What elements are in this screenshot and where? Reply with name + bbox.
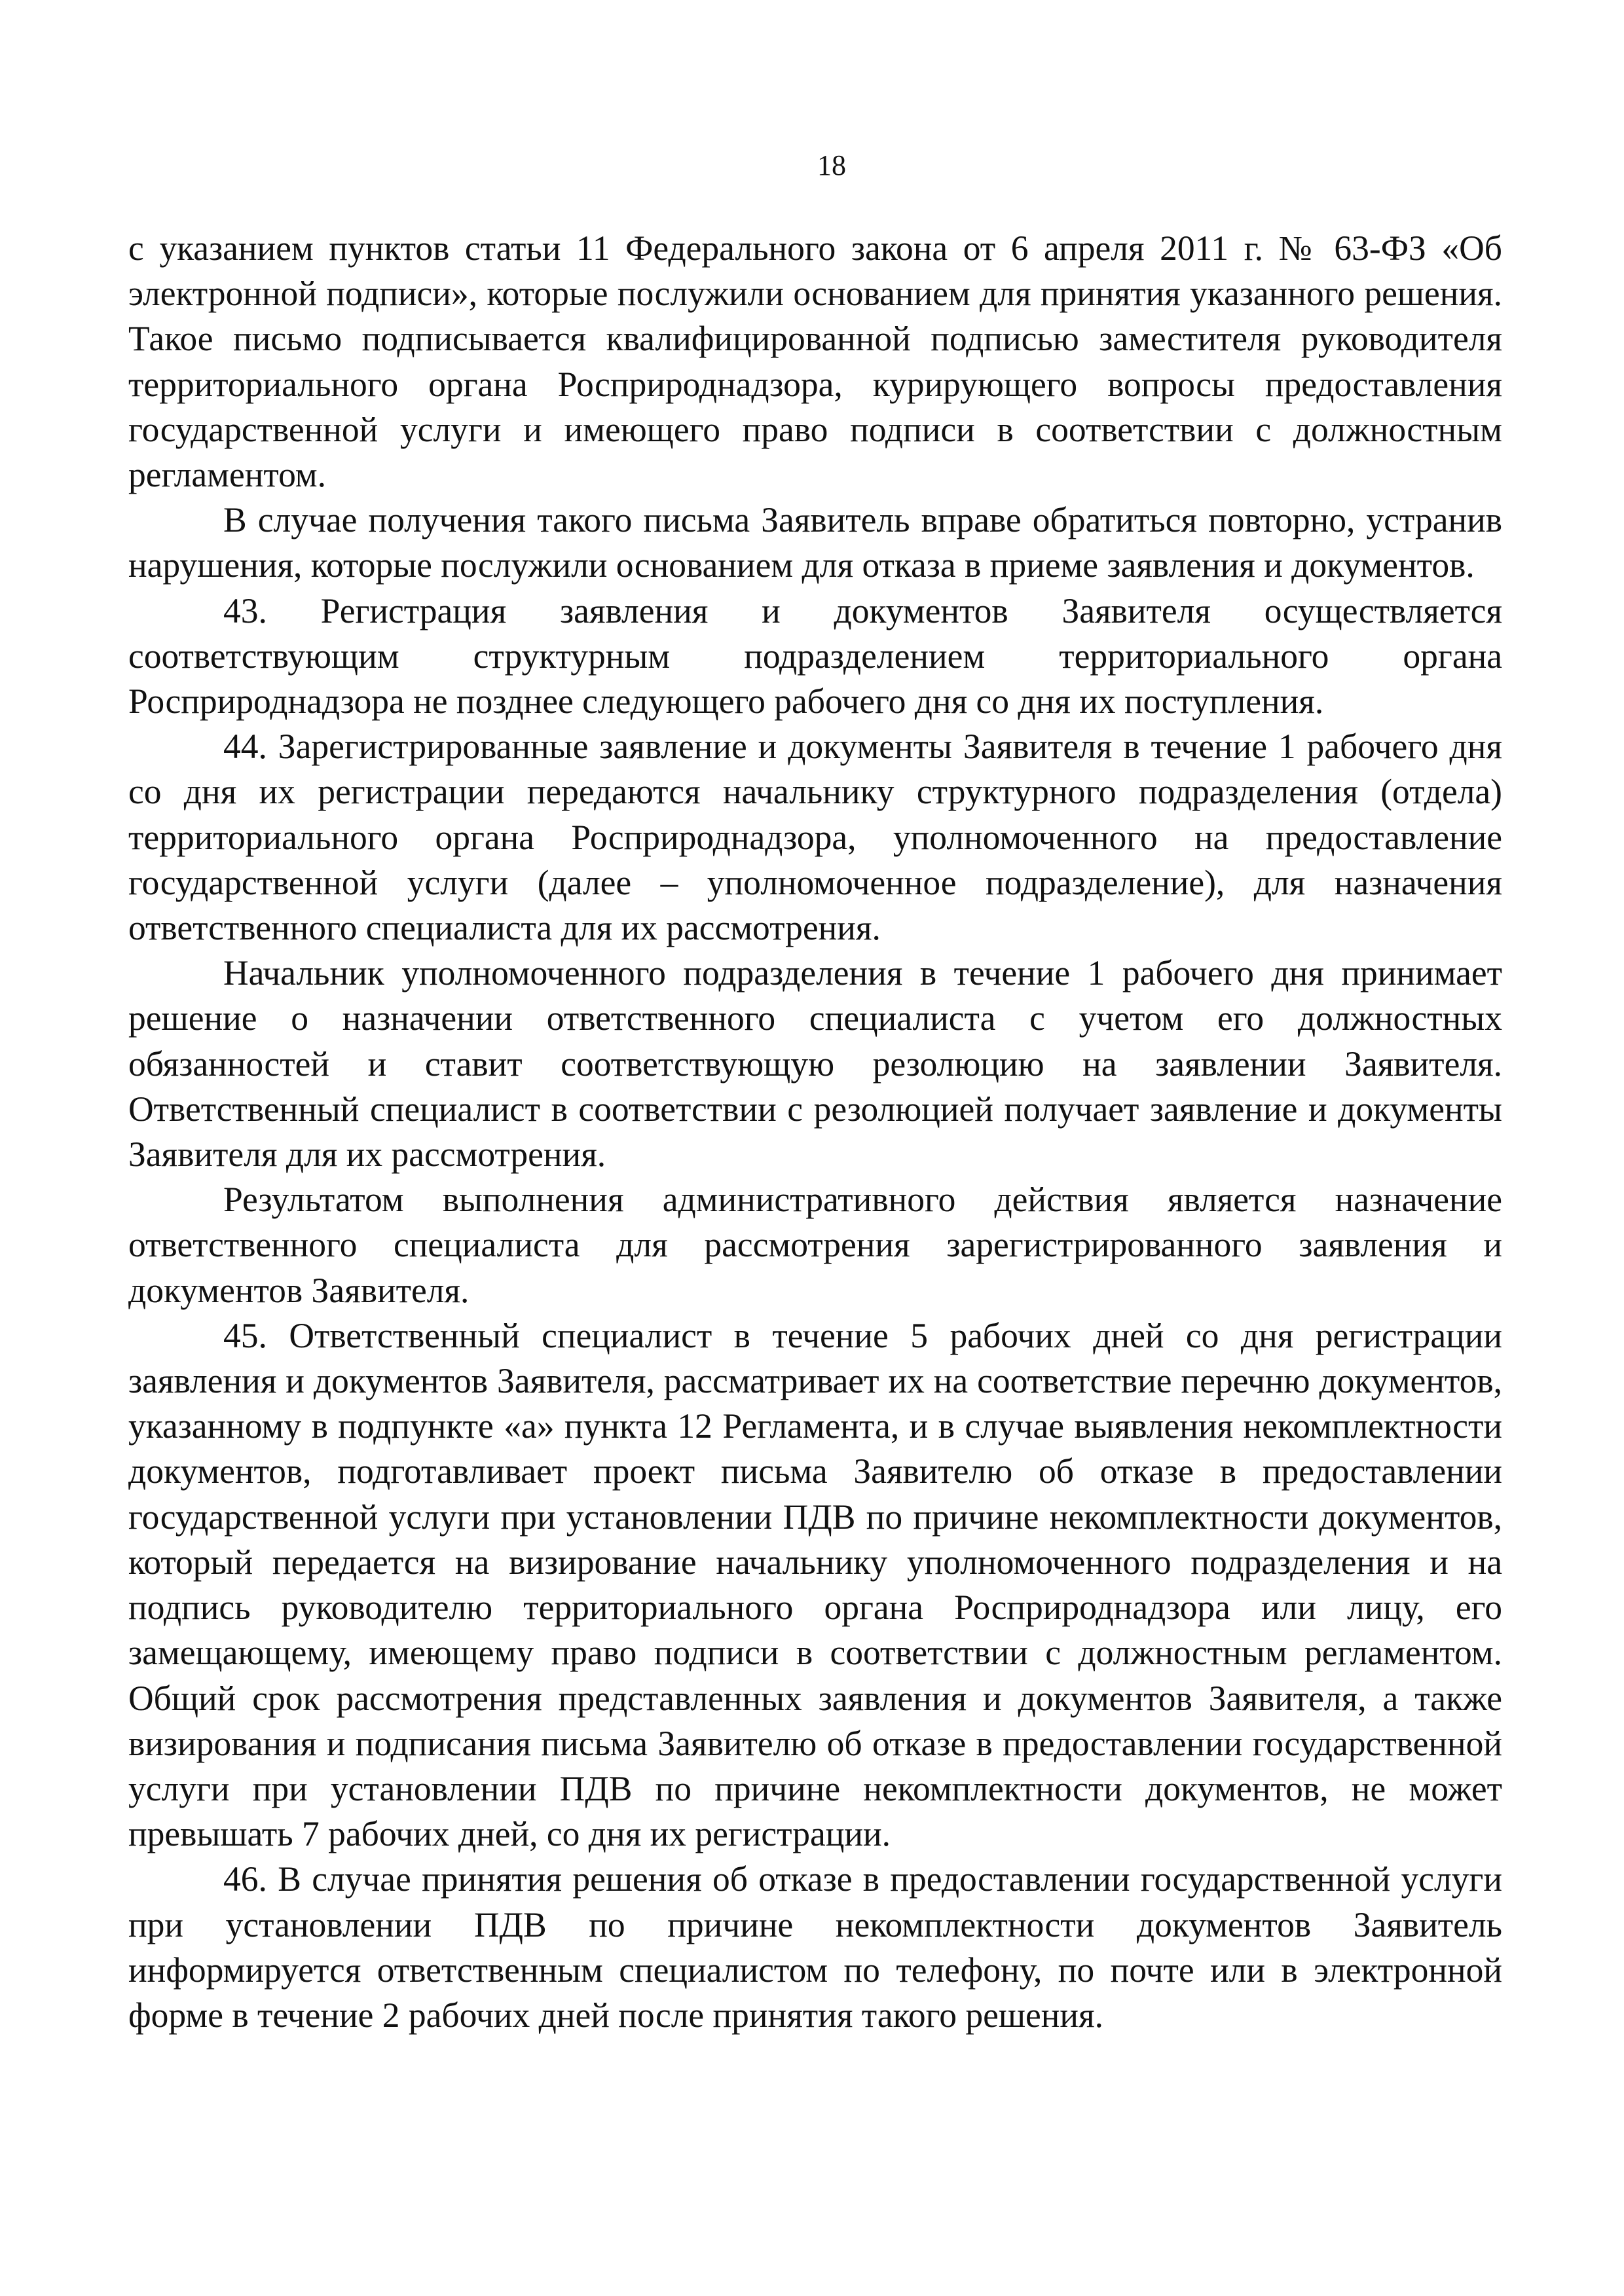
- paragraph-45: 45. Ответственный специалист в течение 5 рабочих дней со дня регистрации заявления и документов Заявителя, рассматривает их на соответствие перечню документов, указанному в подпункте «а» пункта 12 Регламента, и в случае выявления некомплектности документов, подготавливает проект письма Заявителю об отказе в предоставлении государственной услуги при установлении ПДВ по причине некомплектности документов, который передается на визирование начальнику уполномоченного подразделения и на подпись руководителю территориального органа Росприроднадзора или лицу, его замещающему, имеющему право подписи в соответствии с должностным регламентом. Общий срок рассмотрения представленных заявления и документов Заявителя, а также визирования и подписания письма Заявителю об отказе в предоставлении государственной услуги при установлении ПДВ по причине некомплектности документов, не может превышать 7 рабочих дней, со дня их регистрации.: [128, 1315, 1502, 1854]
- paragraph-44: 44. Зарегистрированные заявление и документы Заявителя в течение 1 рабочего дня со дня их регистрации передаются начальнику структурного подразделения (отдела) территориального органа Росприроднадзора, уполномоченного на предоставление государственной услуги (далее – уполномоченное подразделение), для назначения ответственного специалиста для их рассмотрения.: [128, 727, 1502, 948]
- paragraph-result: Результатом выполнения административного действия является назначение ответственного специалиста для рассмотрения зарегистрированного заявления и документов Заявителя.: [128, 1180, 1502, 1310]
- paragraph-continuation: с указанием пунктов статьи 11 Федерального закона от 6 апреля 2011 г. № 63-ФЗ «Об электронной подписи», которые послужили основанием для принятия указанного решения. Такое письмо подписывается квалифицированной подписью заместителя руководителя территориального органа Росприроднадзора, курирующего вопросы предоставления государственной услуги и имеющего право подписи в соответствии с должностным регламентом.: [128, 228, 1502, 495]
- paragraph-resubmission: В случае получения такого письма Заявитель вправе обратиться повторно, устранив нарушения, которые послужили основанием для отказа в приеме заявления и документов.: [128, 500, 1502, 585]
- paragraph-46: 46. В случае принятия решения об отказе в предоставлении государственной услуги при установлении ПДВ по причине некомплектности документов Заявитель информируется ответственным специалистом по телефону, по почте или в электронной форме в течение 2 рабочих дней после принятия такого решения.: [128, 1859, 1502, 2035]
- paragraph-head-decision: Начальник уполномоченного подразделения в течение 1 рабочего дня принимает решение о назначении ответственного специалиста с учетом его должностных обязанностей и ставит соответствующую резолюцию на заявлении Заявителя. Ответственный специалист в соответствии с резолюцией получает заявление и документы Заявителя для их рассмотрения.: [128, 953, 1502, 1175]
- document-page: [128, 149, 1502, 2038]
- paragraph-43: 43. Регистрация заявления и документов Заявителя осуществляется соответствующим структурным подразделением территориального органа Росприроднадзора не позднее следующего рабочего дня со дня их поступления.: [128, 591, 1502, 721]
- page-number: 18: [817, 149, 846, 181]
